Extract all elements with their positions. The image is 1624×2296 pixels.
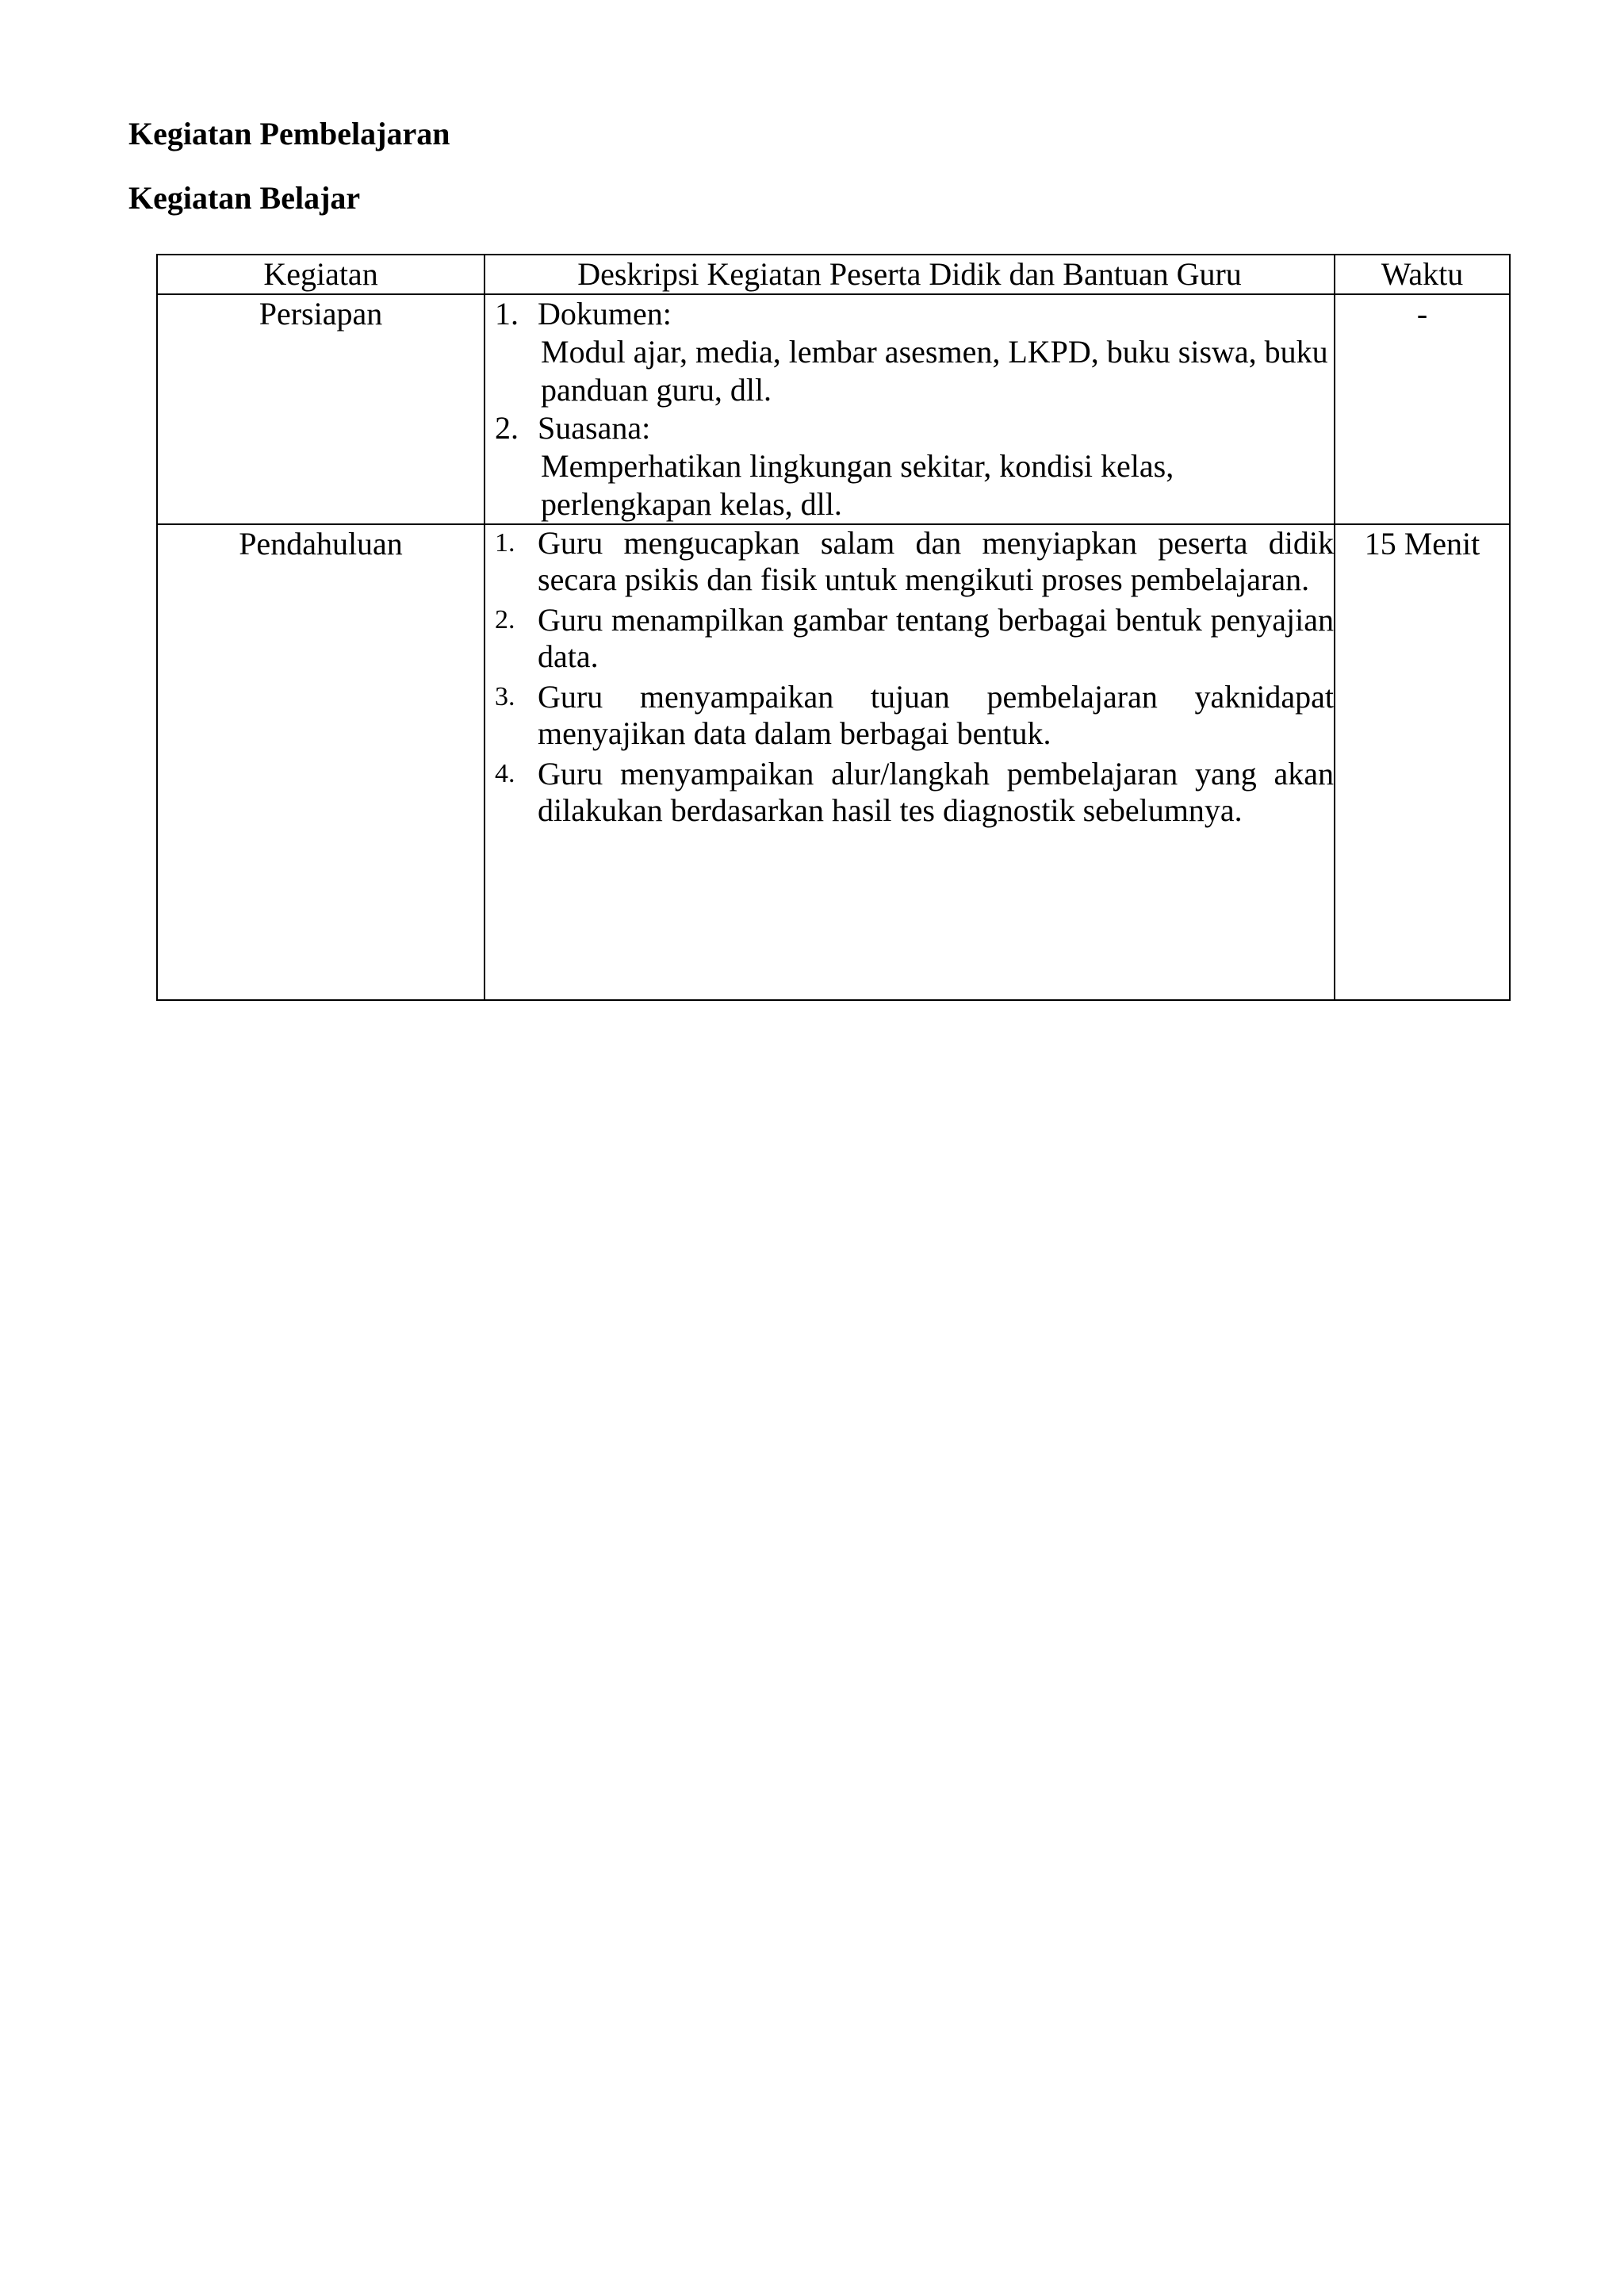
cell-deskripsi [485,524,1335,1000]
cell-deskripsi [485,294,1335,524]
list-item [485,525,1334,598]
list-item [485,679,1334,752]
subsection-heading: Kegiatan Belajar [128,180,361,216]
cell-kegiatan: Persiapan [157,294,485,524]
cell-waktu: 15 Menit [1335,524,1510,1000]
list-number: 4. [495,759,515,788]
activity-table [156,254,1511,1001]
column-header-deskripsi: Deskripsi Kegiatan Peserta Didik dan Bantuan Guru [485,255,1335,294]
list-item [485,409,1334,523]
cell-waktu: - [1335,294,1510,524]
list-number: 2. [495,410,519,446]
list-item-text: Guru menyampaikan alur/langkah pembelajaran yang akan dilakukan berdasarkan hasil tes diagnostik sebelumnya. [538,756,1334,828]
list-item [485,602,1334,675]
section-heading: Kegiatan Pembelajaran [128,116,450,151]
list-number: 1. [495,296,519,332]
list-item-text: Guru menampilkan gambar tentang berbagai bentuk penyajian data. [538,602,1334,674]
table-row [157,294,1510,524]
list-item [485,295,1334,409]
list-number: 2. [495,605,515,634]
list-item-text: Guru mengucapkan salam dan menyiapkan peserta didik secara psikis dan fisik untuk mengikuti proses pembelajaran. [538,525,1334,597]
table-row [157,524,1510,1000]
table-header-row [157,255,1510,294]
list-item-detail: Modul ajar, media, lembar asesmen, LKPD, buku siswa, buku panduan guru, dll. [541,334,1328,408]
column-header-waktu: Waktu [1335,255,1510,294]
cell-kegiatan: Pendahuluan [157,524,485,1000]
list-item [485,756,1334,829]
list-item-detail: Memperhatikan lingkungan sekitar, kondisi kelas, perlengkapan kelas, dll. [541,448,1174,522]
column-header-kegiatan: Kegiatan [157,255,485,294]
list-item-title: Suasana: [538,410,651,446]
list-item-text: Guru menyampaikan tujuan pembelajaran yaknidapat menyajikan data dalam berbagai bentuk. [538,679,1334,751]
list-number: 1. [495,528,515,558]
intro-list [485,525,1334,829]
prep-list [485,295,1334,523]
list-number: 3. [495,682,515,711]
list-item-title: Dokumen: [538,296,672,332]
